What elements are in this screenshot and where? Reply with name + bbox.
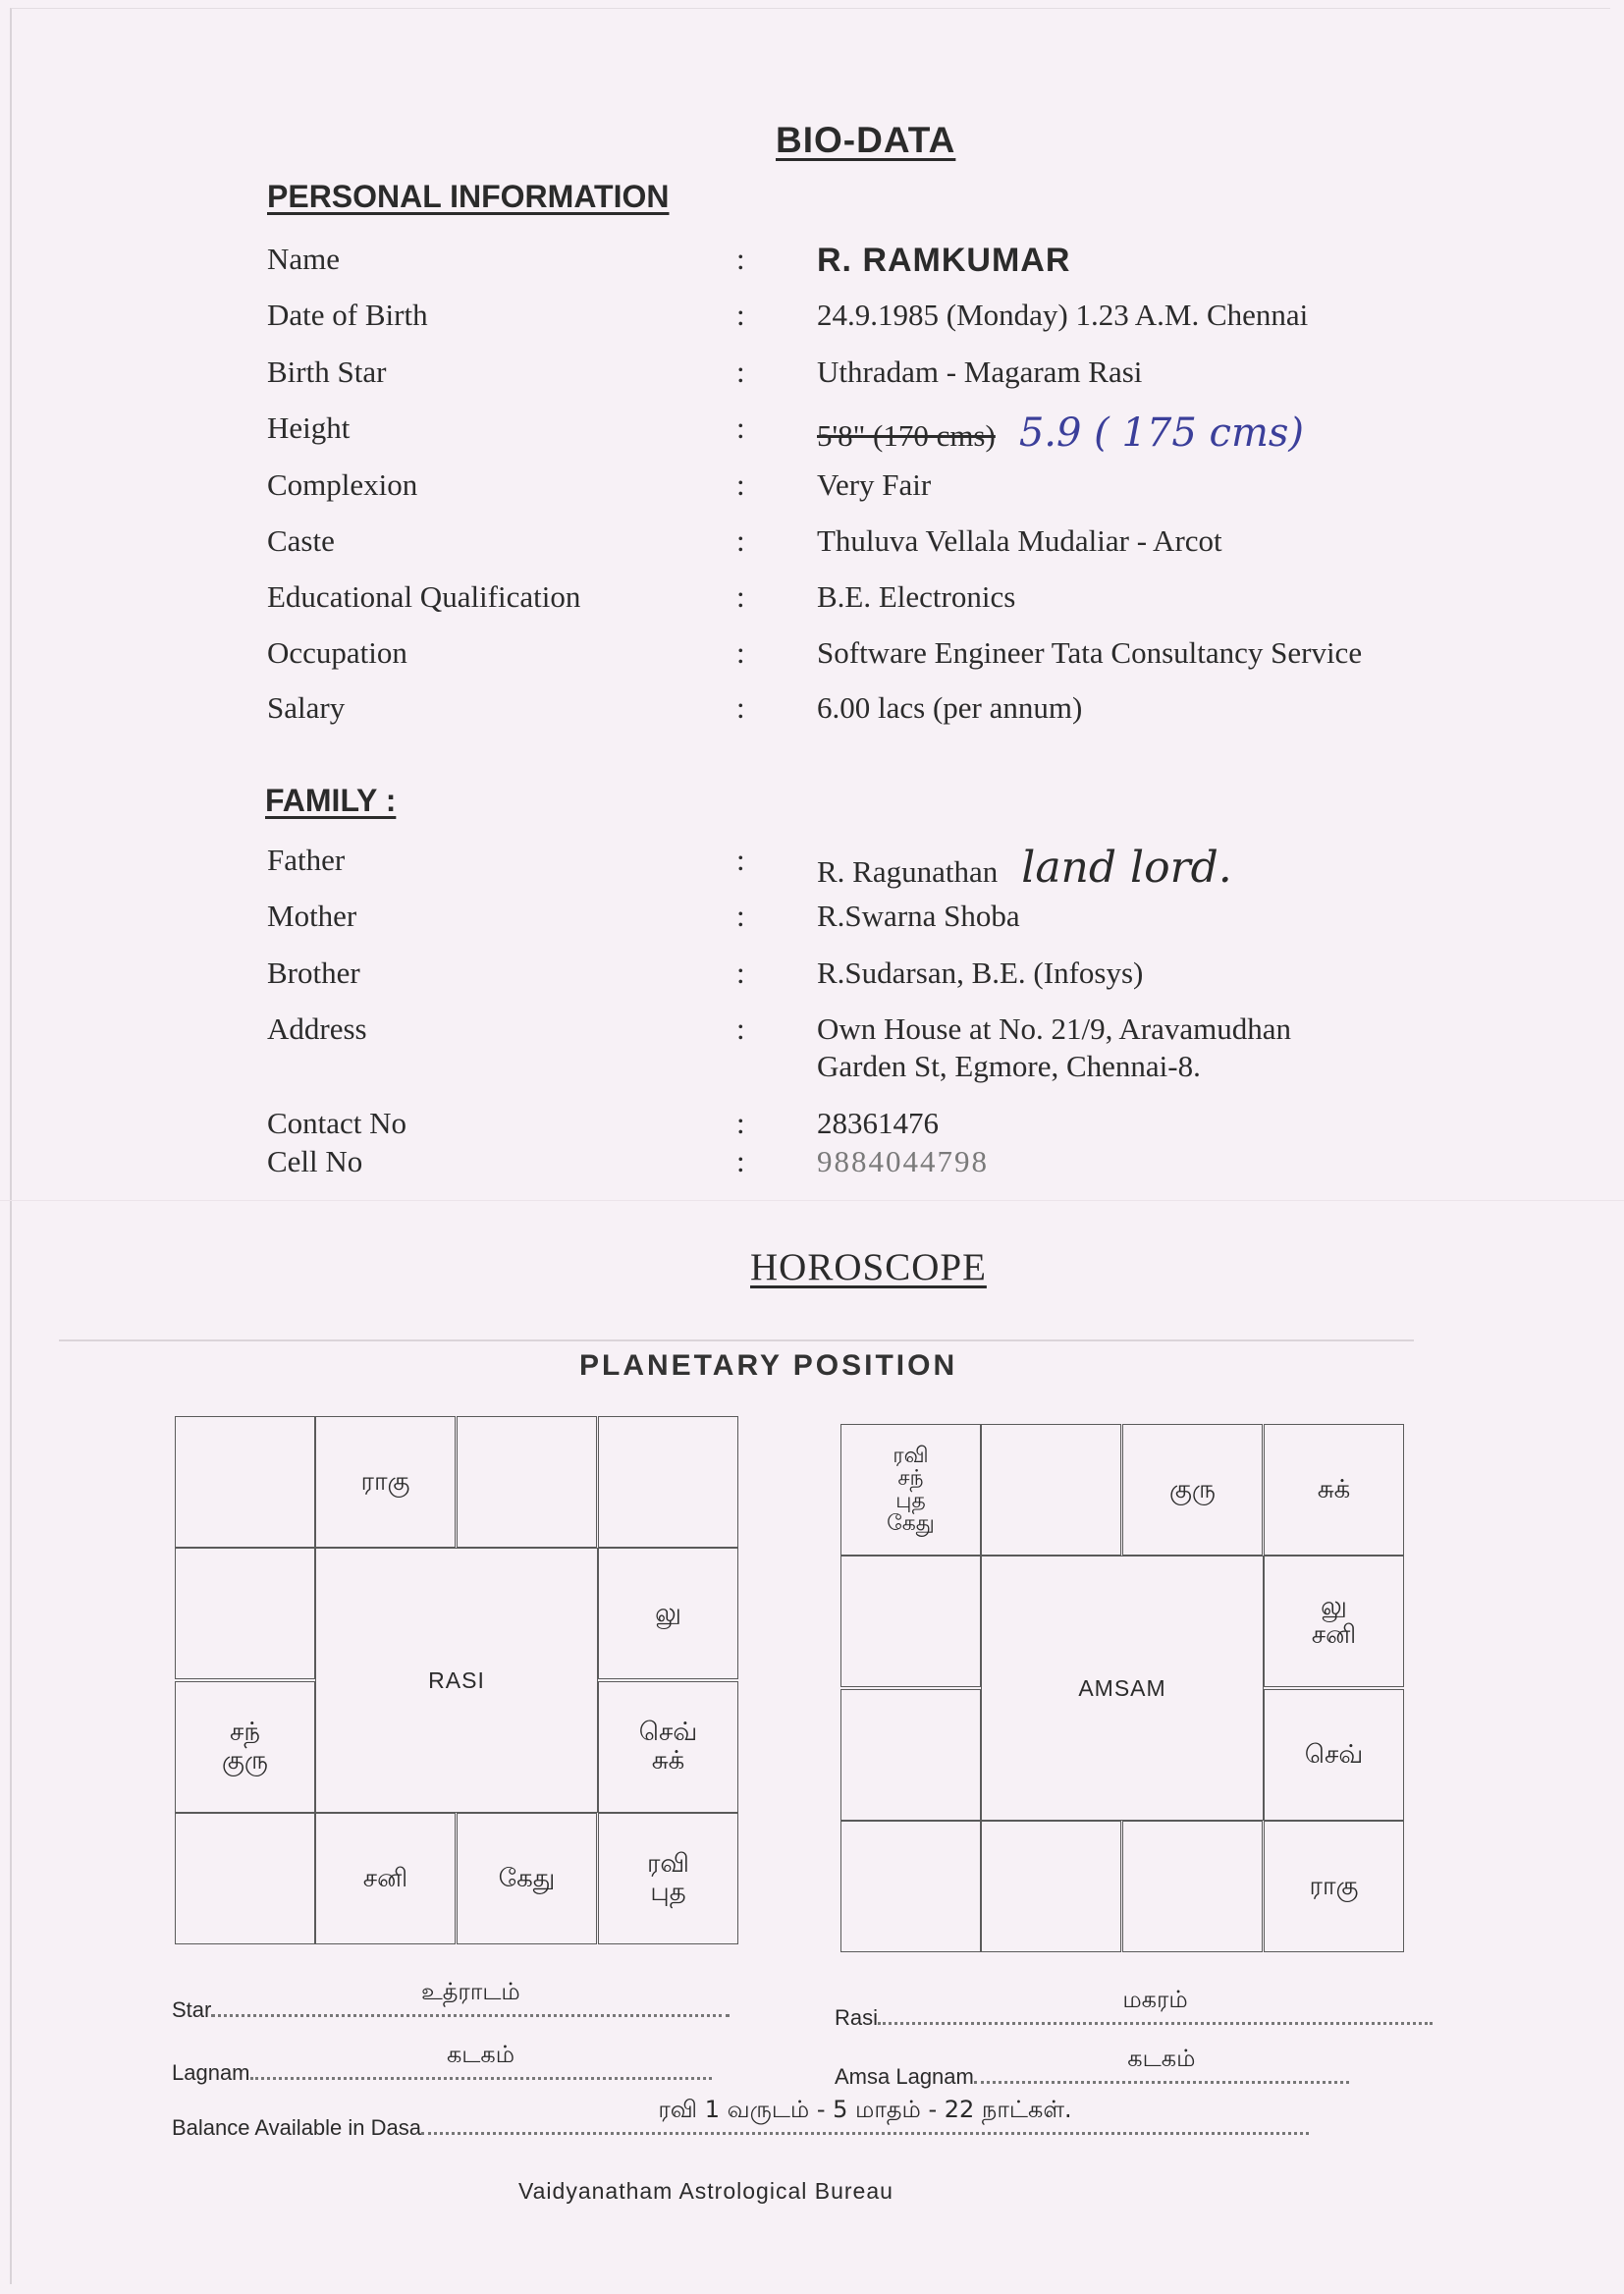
row-name (267, 242, 1543, 285)
colon: : (736, 1144, 745, 1178)
star-field (172, 1978, 730, 2023)
rasi-house-5 (598, 1548, 738, 1679)
handwritten-height-correction: 5.9 ( 175 cms) (1018, 410, 1305, 456)
rasi-house-6 (598, 1681, 738, 1813)
colon: : (736, 690, 745, 725)
planet-label: சுக் (1317, 1474, 1351, 1504)
row-complexion (267, 467, 1543, 511)
colon: : (736, 298, 745, 332)
rasi-house-10 (175, 1813, 315, 1944)
value-address-line-2: Garden St, Egmore, Chennai-8. (817, 1049, 1201, 1083)
row-salary (267, 690, 1543, 734)
colon: : (736, 1106, 745, 1140)
amsam-house-12 (840, 1556, 981, 1687)
row-cell-no (267, 1144, 1543, 1187)
rasi-house-4 (598, 1416, 738, 1548)
colon: : (736, 242, 745, 276)
planet-label: சனி (362, 1863, 408, 1893)
rasi-house-2 (315, 1416, 456, 1548)
value-mother: R.Swarna Shoba (817, 899, 1020, 933)
planet-label: செவ் (1304, 1739, 1364, 1770)
row-brother (267, 956, 1543, 999)
label-birth-star: Birth Star (267, 355, 387, 389)
dasa-label: Balance Available in Dasa (172, 2115, 421, 2140)
amsam-house-5 (1264, 1556, 1404, 1687)
rasi-house-7 (598, 1813, 738, 1944)
planet-label: ராகு (360, 1466, 410, 1497)
value-caste: Thuluva Vellala Mudaliar - Arcot (817, 523, 1222, 558)
planet-label: சனி (1311, 1620, 1357, 1650)
planetary-position-title: PLANETARY POSITION (579, 1349, 958, 1382)
value-height-struck: 5'8" (170 cms) (817, 418, 996, 453)
lagnam-field (172, 2041, 712, 2086)
rasi-house-8 (457, 1813, 597, 1944)
dasa-field (172, 2096, 1309, 2141)
value-birth-star: Uthradam - Magaram Rasi (817, 355, 1143, 389)
amsam-house-11 (840, 1689, 981, 1821)
planet-label: லு (655, 1598, 681, 1628)
value-address-line-1: Own House at No. 21/9, Aravamudhan (817, 1011, 1291, 1046)
label-address: Address (267, 1011, 367, 1046)
planet-label: சந் (897, 1465, 924, 1491)
horoscope-title: HOROSCOPE (750, 1246, 987, 1288)
value-name: R. RAMKUMAR (817, 242, 1071, 279)
amsam-house-2 (981, 1424, 1121, 1556)
value-height (817, 410, 1304, 456)
amsam-house-8 (1122, 1821, 1263, 1952)
planet-label: கேது (887, 1511, 935, 1537)
amsam-house-3 (1122, 1424, 1263, 1556)
label-caste: Caste (267, 523, 335, 558)
value-date-of-birth: 24.9.1985 (Monday) 1.23 A.M. Chennai (817, 298, 1309, 332)
rasi-house-11 (175, 1681, 315, 1813)
colon: : (736, 956, 745, 990)
colon: : (736, 635, 745, 670)
lagnam-label: Lagnam (172, 2060, 250, 2085)
value-salary: 6.00 lacs (per annum) (817, 690, 1083, 725)
label-complexion: Complexion (267, 467, 418, 502)
bureau-name: Vaidyanatham Astrological Bureau (518, 2178, 893, 2204)
rasi-house-12 (175, 1548, 315, 1679)
planet-label: ரவி (893, 1443, 929, 1468)
rasi-chart (175, 1416, 738, 1944)
amsam-house-9 (981, 1821, 1121, 1952)
label-cell-no: Cell No (267, 1144, 363, 1178)
rasi-center: RASI (315, 1548, 598, 1813)
rasi-house-9 (315, 1813, 456, 1944)
value-father-name: R. Ragunathan (817, 854, 999, 889)
planet-label: செவ் (638, 1718, 698, 1748)
amsa-lagnam-label: Amsa Lagnam (835, 2064, 974, 2089)
amsam-chart (840, 1424, 1404, 1952)
label-salary: Salary (267, 690, 346, 725)
planet-label: ராகு (1309, 1871, 1359, 1901)
label-brother: Brother (267, 956, 360, 990)
row-mother (267, 899, 1543, 942)
colon: : (736, 523, 745, 558)
value-father (817, 843, 1232, 893)
label-height: Height (267, 410, 351, 445)
amsam-house-6 (1264, 1689, 1404, 1821)
amsam-house-1 (840, 1424, 981, 1556)
row-educational-qualification (267, 579, 1543, 623)
colon: : (736, 899, 745, 933)
planet-label: புத (650, 1878, 686, 1907)
row-birth-star (267, 355, 1543, 398)
label-mother: Mother (267, 899, 357, 933)
row-occupation (267, 635, 1543, 679)
value-contact-no: 28361476 (817, 1106, 939, 1140)
row-contact-no (267, 1106, 1543, 1149)
planet-label: கேது (498, 1863, 556, 1893)
scan-smudge (59, 1339, 1414, 1341)
label-date-of-birth: Date of Birth (267, 298, 428, 332)
label-father: Father (267, 843, 346, 877)
label-educational-qualification: Educational Qualification (267, 579, 581, 614)
planet-label: குரு (1168, 1474, 1217, 1504)
value-educational-qualification: B.E. Electronics (817, 579, 1016, 614)
value-brother: R.Sudarsan, B.E. (Infosys) (817, 956, 1144, 990)
fold-line (0, 1200, 1624, 1201)
dasa-value: ரவி 1 வருடம் - 5 மாதம் - 22 நாட்கள். (658, 2096, 1072, 2123)
star-label: Star (172, 1997, 212, 2022)
value-cell-no: 9884044798 (817, 1144, 989, 1178)
personal-information-heading: PERSONAL INFORMATION (267, 179, 670, 214)
planet-label: சந் (229, 1718, 261, 1748)
colon: : (736, 843, 745, 877)
colon: : (736, 467, 745, 502)
rasi-house-3 (457, 1416, 597, 1548)
value-occupation: Software Engineer Tata Consultancy Service (817, 635, 1363, 670)
amsa-lagnam-field (835, 2045, 1349, 2090)
value-complexion: Very Fair (817, 467, 932, 502)
label-contact-no: Contact No (267, 1106, 407, 1140)
amsa-lagnam-value: கடகம் (1127, 2045, 1196, 2072)
colon: : (736, 410, 745, 445)
row-date-of-birth (267, 298, 1543, 341)
colon: : (736, 355, 745, 389)
planet-label: குரு (221, 1746, 269, 1775)
label-occupation: Occupation (267, 635, 407, 670)
rasi-house-1 (175, 1416, 315, 1548)
row-father (267, 843, 1543, 893)
row-address (267, 1011, 1543, 1090)
rasi-label: Rasi (835, 2005, 879, 2030)
amsam-house-7 (1264, 1821, 1404, 1952)
planet-label: சுக் (651, 1746, 685, 1775)
star-value: உத்ராடம் (420, 1978, 520, 2005)
handwritten-father-note: land lord. (1021, 843, 1232, 893)
planet-label: புத (895, 1489, 926, 1513)
amsam-house-4 (1264, 1424, 1404, 1556)
rasi-field (835, 1986, 1433, 2031)
amsam-center: AMSAM (981, 1556, 1264, 1821)
planet-label: லு (1321, 1592, 1347, 1622)
row-height (267, 410, 1543, 454)
row-caste (267, 523, 1543, 567)
amsam-house-10 (840, 1821, 981, 1952)
label-name: Name (267, 242, 341, 276)
planet-label: ரவி (646, 1849, 689, 1880)
document-title: BIO-DATA (776, 120, 956, 160)
rasi-value: மகரம் (1122, 1986, 1188, 2013)
colon: : (736, 1011, 745, 1046)
colon: : (736, 579, 745, 614)
lagnam-value: கடகம் (446, 2041, 515, 2068)
family-heading: FAMILY : (265, 783, 397, 818)
